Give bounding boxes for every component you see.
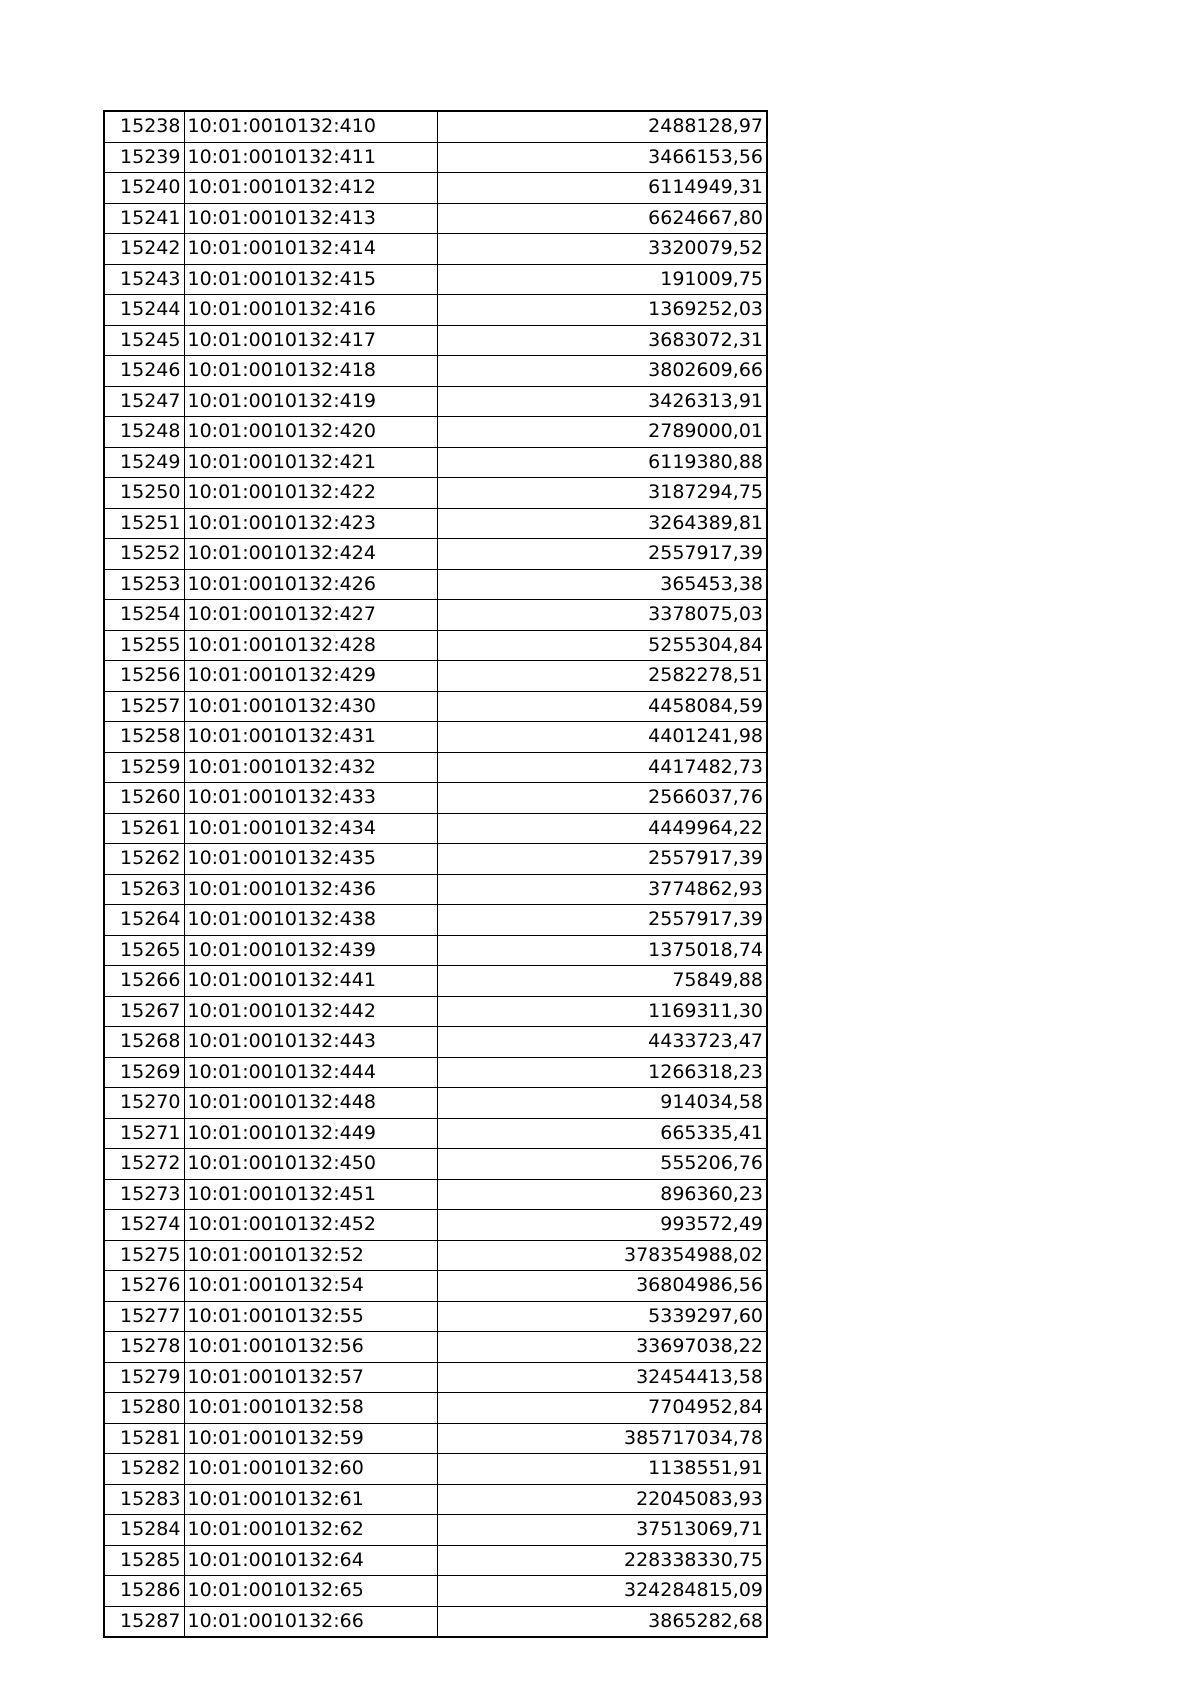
value-cell: 3320079,52 [437,234,767,265]
row-number-cell: 15248 [104,417,184,448]
row-number-cell: 15252 [104,539,184,570]
row-number-cell: 15268 [104,1027,184,1058]
cadastral-number-cell: 10:01:0010132:449 [184,1118,437,1149]
table-row [104,996,767,1027]
table-row [104,264,767,295]
row-number-cell: 15256 [104,661,184,692]
row-number-cell: 15277 [104,1301,184,1332]
table-row [104,600,767,631]
parcel-value-table [103,110,768,1638]
cadastral-number-cell: 10:01:0010132:414 [184,234,437,265]
table-row [104,1576,767,1607]
cadastral-number-cell: 10:01:0010132:410 [184,111,437,142]
table-row [104,325,767,356]
value-cell: 7704952,84 [437,1393,767,1424]
table-row [104,1240,767,1271]
value-cell: 378354988,02 [437,1240,767,1271]
table-row [104,203,767,234]
value-cell: 3466153,56 [437,142,767,173]
cadastral-number-cell: 10:01:0010132:56 [184,1332,437,1363]
table-row [104,478,767,509]
value-cell: 2789000,01 [437,417,767,448]
cadastral-number-cell: 10:01:0010132:65 [184,1576,437,1607]
table-row [104,844,767,875]
value-cell: 22045083,93 [437,1484,767,1515]
value-cell: 191009,75 [437,264,767,295]
cadastral-number-cell: 10:01:0010132:58 [184,1393,437,1424]
cadastral-number-cell: 10:01:0010132:450 [184,1149,437,1180]
cadastral-number-cell: 10:01:0010132:419 [184,386,437,417]
row-number-cell: 15247 [104,386,184,417]
cadastral-number-cell: 10:01:0010132:441 [184,966,437,997]
value-cell: 2566037,76 [437,783,767,814]
row-number-cell: 15278 [104,1332,184,1363]
table-row [104,874,767,905]
value-cell: 5339297,60 [437,1301,767,1332]
cadastral-number-cell: 10:01:0010132:426 [184,569,437,600]
table-row [104,539,767,570]
value-cell: 896360,23 [437,1179,767,1210]
value-cell: 1169311,30 [437,996,767,1027]
row-number-cell: 15258 [104,722,184,753]
cadastral-number-cell: 10:01:0010132:415 [184,264,437,295]
row-number-cell: 15254 [104,600,184,631]
value-cell: 2557917,39 [437,539,767,570]
cadastral-number-cell: 10:01:0010132:439 [184,935,437,966]
table-row [104,1118,767,1149]
value-cell: 1266318,23 [437,1057,767,1088]
row-number-cell: 15276 [104,1271,184,1302]
row-number-cell: 15246 [104,356,184,387]
cadastral-number-cell: 10:01:0010132:60 [184,1454,437,1485]
table-row [104,173,767,204]
table-row [104,295,767,326]
cadastral-number-cell: 10:01:0010132:434 [184,813,437,844]
value-cell: 2582278,51 [437,661,767,692]
table-row [104,356,767,387]
cadastral-number-cell: 10:01:0010132:428 [184,630,437,661]
cadastral-number-cell: 10:01:0010132:424 [184,539,437,570]
table-row [104,1179,767,1210]
value-cell: 3426313,91 [437,386,767,417]
value-cell: 993572,49 [437,1210,767,1241]
table-row [104,752,767,783]
value-cell: 665335,41 [437,1118,767,1149]
row-number-cell: 15240 [104,173,184,204]
table-row [104,1484,767,1515]
cadastral-number-cell: 10:01:0010132:431 [184,722,437,753]
cadastral-number-cell: 10:01:0010132:427 [184,600,437,631]
value-cell: 3802609,66 [437,356,767,387]
row-number-cell: 15280 [104,1393,184,1424]
row-number-cell: 15257 [104,691,184,722]
row-number-cell: 15243 [104,264,184,295]
value-cell: 4433723,47 [437,1027,767,1058]
row-number-cell: 15267 [104,996,184,1027]
value-cell: 37513069,71 [437,1515,767,1546]
value-cell: 3187294,75 [437,478,767,509]
table-row [104,1149,767,1180]
cadastral-number-cell: 10:01:0010132:435 [184,844,437,875]
cadastral-number-cell: 10:01:0010132:417 [184,325,437,356]
value-cell: 2557917,39 [437,844,767,875]
row-number-cell: 15260 [104,783,184,814]
value-cell: 2488128,97 [437,111,767,142]
cadastral-number-cell: 10:01:0010132:57 [184,1362,437,1393]
value-cell: 5255304,84 [437,630,767,661]
row-number-cell: 15244 [104,295,184,326]
table-row [104,142,767,173]
value-cell: 555206,76 [437,1149,767,1180]
cadastral-number-cell: 10:01:0010132:420 [184,417,437,448]
cadastral-number-cell: 10:01:0010132:66 [184,1606,437,1637]
row-number-cell: 15241 [104,203,184,234]
table-row [104,1332,767,1363]
table-row [104,1088,767,1119]
table-row [104,234,767,265]
value-cell: 3865282,68 [437,1606,767,1637]
row-number-cell: 15239 [104,142,184,173]
table-row [104,1393,767,1424]
row-number-cell: 15269 [104,1057,184,1088]
value-cell: 33697038,22 [437,1332,767,1363]
table-row [104,813,767,844]
row-number-cell: 15284 [104,1515,184,1546]
row-number-cell: 15265 [104,935,184,966]
table-row [104,1423,767,1454]
cadastral-number-cell: 10:01:0010132:444 [184,1057,437,1088]
table-row [104,935,767,966]
table-row [104,783,767,814]
value-cell: 4449964,22 [437,813,767,844]
row-number-cell: 15263 [104,874,184,905]
table-row [104,905,767,936]
table-row [104,1057,767,1088]
table-row [104,1271,767,1302]
row-number-cell: 15255 [104,630,184,661]
cadastral-number-cell: 10:01:0010132:443 [184,1027,437,1058]
row-number-cell: 15264 [104,905,184,936]
value-cell: 1375018,74 [437,935,767,966]
value-cell: 365453,38 [437,569,767,600]
row-number-cell: 15283 [104,1484,184,1515]
cadastral-number-cell: 10:01:0010132:416 [184,295,437,326]
row-number-cell: 15272 [104,1149,184,1180]
row-number-cell: 15274 [104,1210,184,1241]
value-cell: 2557917,39 [437,905,767,936]
row-number-cell: 15285 [104,1545,184,1576]
value-cell: 324284815,09 [437,1576,767,1607]
cadastral-number-cell: 10:01:0010132:423 [184,508,437,539]
cadastral-number-cell: 10:01:0010132:433 [184,783,437,814]
row-number-cell: 15251 [104,508,184,539]
table-row [104,1545,767,1576]
row-number-cell: 15282 [104,1454,184,1485]
table-row [104,966,767,997]
cadastral-number-cell: 10:01:0010132:52 [184,1240,437,1271]
cadastral-number-cell: 10:01:0010132:436 [184,874,437,905]
table-row [104,386,767,417]
cadastral-number-cell: 10:01:0010132:438 [184,905,437,936]
table-row [104,508,767,539]
value-cell: 4401241,98 [437,722,767,753]
table-row [104,630,767,661]
value-cell: 228338330,75 [437,1545,767,1576]
row-number-cell: 15261 [104,813,184,844]
row-number-cell: 15242 [104,234,184,265]
value-cell: 3683072,31 [437,325,767,356]
cadastral-number-cell: 10:01:0010132:422 [184,478,437,509]
cadastral-number-cell: 10:01:0010132:452 [184,1210,437,1241]
table-row [104,1301,767,1332]
row-number-cell: 15286 [104,1576,184,1607]
value-cell: 385717034,78 [437,1423,767,1454]
table-row [104,722,767,753]
table-row [104,691,767,722]
row-number-cell: 15275 [104,1240,184,1271]
value-cell: 75849,88 [437,966,767,997]
row-number-cell: 15238 [104,111,184,142]
cadastral-number-cell: 10:01:0010132:55 [184,1301,437,1332]
cadastral-number-cell: 10:01:0010132:411 [184,142,437,173]
row-number-cell: 15270 [104,1088,184,1119]
cadastral-number-cell: 10:01:0010132:64 [184,1545,437,1576]
row-number-cell: 15245 [104,325,184,356]
table-row [104,661,767,692]
cadastral-number-cell: 10:01:0010132:413 [184,203,437,234]
table-row [104,1454,767,1485]
cadastral-number-cell: 10:01:0010132:448 [184,1088,437,1119]
cadastral-number-cell: 10:01:0010132:432 [184,752,437,783]
table-row [104,417,767,448]
value-cell: 6119380,88 [437,447,767,478]
cadastral-number-cell: 10:01:0010132:442 [184,996,437,1027]
row-number-cell: 15249 [104,447,184,478]
row-number-cell: 15281 [104,1423,184,1454]
value-cell: 36804986,56 [437,1271,767,1302]
table-row [104,1606,767,1637]
cadastral-number-cell: 10:01:0010132:54 [184,1271,437,1302]
table-row [104,569,767,600]
value-cell: 32454413,58 [437,1362,767,1393]
cadastral-number-cell: 10:01:0010132:61 [184,1484,437,1515]
value-cell: 1138551,91 [437,1454,767,1485]
row-number-cell: 15287 [104,1606,184,1637]
cadastral-number-cell: 10:01:0010132:429 [184,661,437,692]
value-cell: 6624667,80 [437,203,767,234]
value-cell: 4458084,59 [437,691,767,722]
cadastral-number-cell: 10:01:0010132:430 [184,691,437,722]
value-cell: 914034,58 [437,1088,767,1119]
row-number-cell: 15273 [104,1179,184,1210]
value-cell: 3264389,81 [437,508,767,539]
value-cell: 4417482,73 [437,752,767,783]
cadastral-number-cell: 10:01:0010132:451 [184,1179,437,1210]
row-number-cell: 15259 [104,752,184,783]
cadastral-number-cell: 10:01:0010132:421 [184,447,437,478]
table-row [104,1027,767,1058]
value-cell: 3774862,93 [437,874,767,905]
cadastral-number-cell: 10:01:0010132:418 [184,356,437,387]
value-cell: 3378075,03 [437,600,767,631]
table-row [104,1210,767,1241]
table-body [104,111,767,1637]
row-number-cell: 15250 [104,478,184,509]
value-cell: 1369252,03 [437,295,767,326]
row-number-cell: 15266 [104,966,184,997]
table-row [104,111,767,142]
cadastral-number-cell: 10:01:0010132:59 [184,1423,437,1454]
row-number-cell: 15253 [104,569,184,600]
table-row [104,1362,767,1393]
table-row [104,447,767,478]
table-row [104,1515,767,1546]
row-number-cell: 15271 [104,1118,184,1149]
cadastral-number-cell: 10:01:0010132:62 [184,1515,437,1546]
cadastral-number-cell: 10:01:0010132:412 [184,173,437,204]
row-number-cell: 15279 [104,1362,184,1393]
value-cell: 6114949,31 [437,173,767,204]
row-number-cell: 15262 [104,844,184,875]
